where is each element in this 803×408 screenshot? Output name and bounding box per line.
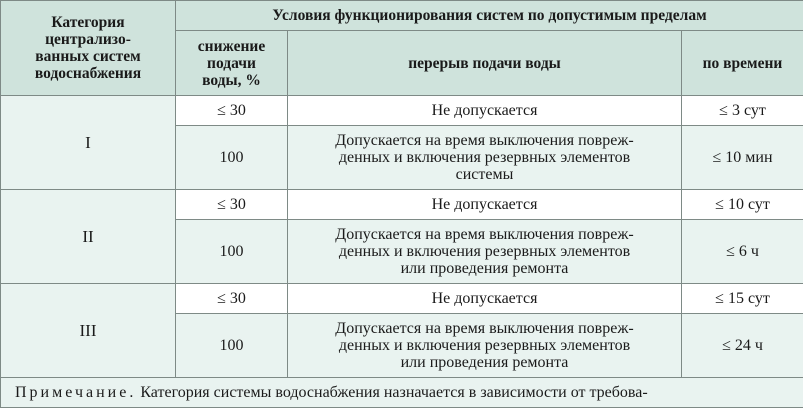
category-cell: I xyxy=(1,96,176,190)
reduction-cell: ≤ 30 xyxy=(176,190,288,220)
interruption-cell: Не допускается xyxy=(288,284,682,314)
time-cell: ≤ 3 сут xyxy=(682,96,803,126)
interruption-cell: Допускается на время выключения повреж- денных и включения резервных элементов или проведения ремонта xyxy=(288,314,682,378)
table-row xyxy=(1,96,803,126)
interruption-cell: Допускается на время выключения повреж- денных и включения резервных элементов или проведения ремонта xyxy=(288,220,682,284)
time-cell: ≤ 10 сут xyxy=(682,190,803,220)
category-header: Категория централизо- ванных систем водоснабжения xyxy=(1,1,176,96)
note-text: Категория системы водоснабжения назначается в зависимости от требова- xyxy=(140,384,647,401)
category-cell: II xyxy=(1,190,176,284)
note-row xyxy=(1,378,803,408)
reduction-cell: 100 xyxy=(176,314,288,378)
conditions-header: Условия функционирования систем по допустимым пределам xyxy=(176,1,803,31)
time-cell: ≤ 10 мин xyxy=(682,126,803,190)
note-label: Примечание. xyxy=(15,384,136,401)
interruption-cell: Допускается на время выключения повреж- денных и включения резервных элементов системы xyxy=(288,126,682,190)
interruption-cell: Не допускается xyxy=(288,190,682,220)
time-cell: ≤ 15 сут xyxy=(682,284,803,314)
table-row xyxy=(1,284,803,314)
time-cell: ≤ 24 ч xyxy=(682,314,803,378)
reduction-cell: 100 xyxy=(176,126,288,190)
header-row-1 xyxy=(1,1,803,31)
interruption-header: перерыв подачи воды xyxy=(288,31,682,96)
table-note xyxy=(1,378,803,408)
reduction-cell: ≤ 30 xyxy=(176,284,288,314)
interruption-cell: Не допускается xyxy=(288,96,682,126)
time-header: по времени xyxy=(682,31,803,96)
reduction-header: снижение подачи воды, % xyxy=(176,31,288,96)
category-cell: III xyxy=(1,284,176,378)
time-cell: ≤ 6 ч xyxy=(682,220,803,284)
table-row xyxy=(1,190,803,220)
reduction-cell: ≤ 30 xyxy=(176,96,288,126)
reduction-cell: 100 xyxy=(176,220,288,284)
